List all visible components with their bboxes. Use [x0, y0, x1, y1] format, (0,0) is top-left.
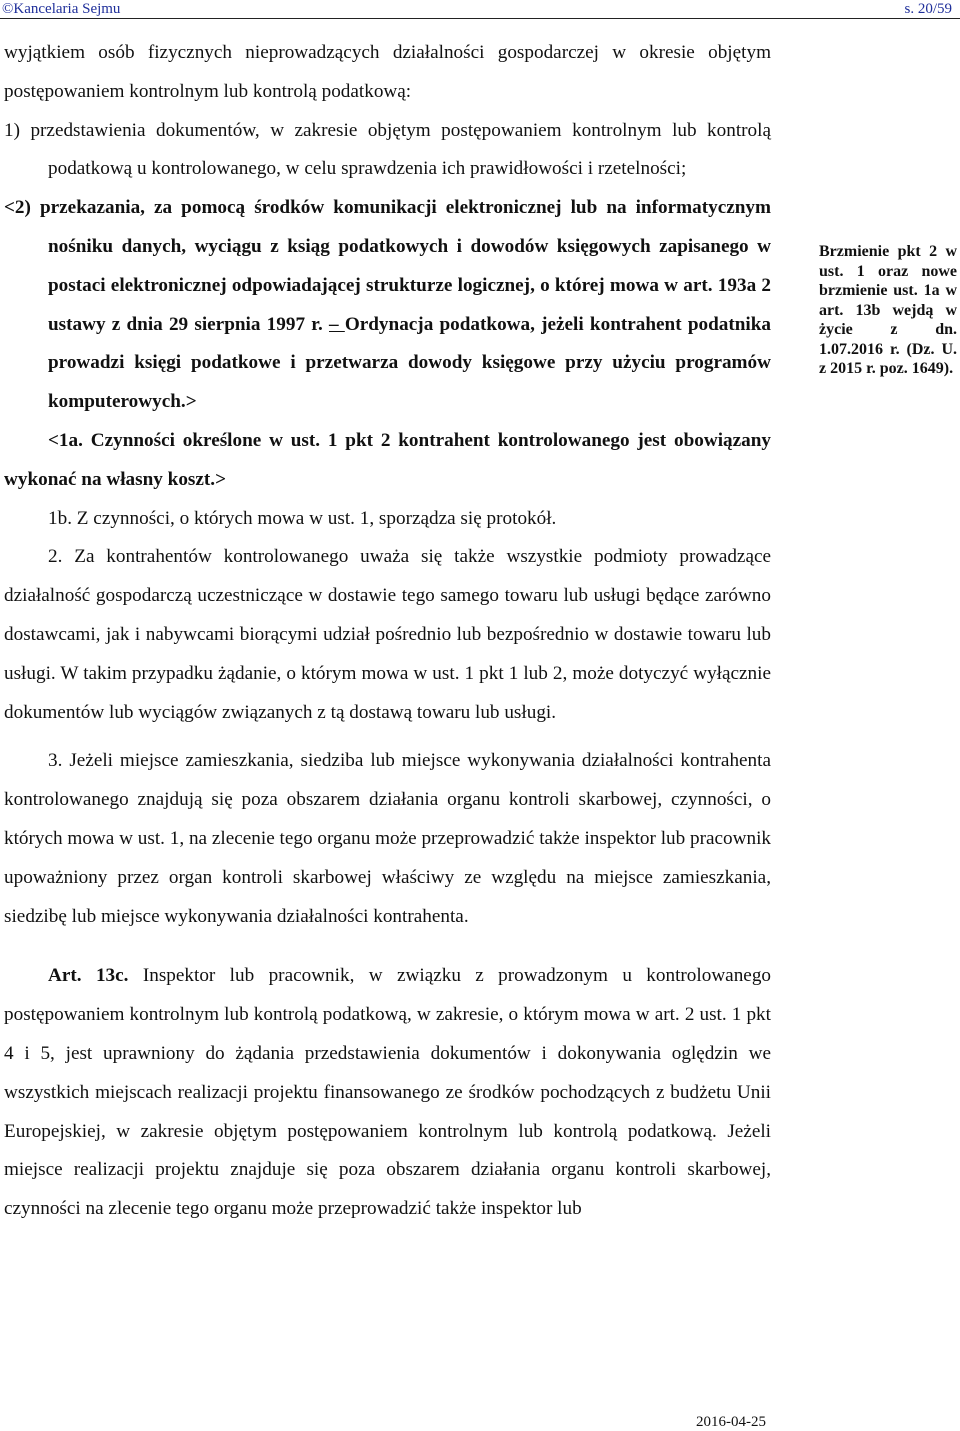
paragraph-1a: <1a. Czynności określone w ust. 1 pkt 2 kontrahent kontrolowanego jest obowiązany wykonać na własny koszt.> — [4, 429, 771, 490]
article-13c — [4, 957, 771, 1229]
paragraph-2: 2. Za kontrahentów kontrolowanego uważa się także wszystkie podmioty prowadzące działalność gospodarczą uczestniczące w dostawie tego samego towaru lub usługi będące zarówno dostawcami, jak i nabywcami biorącymi udział pośrednio lub bezpośrednio w dostawie towaru lub usługi. W takim przypadku żądanie, o którym mowa w ust. 1 pkt 1 lub 2, może dotyczyć wyłącznie dokumentów lub wyciągów związanych z tą dostawą towaru lub usługi. — [4, 546, 771, 723]
item2-text-d: Ordynacja podatkowa, jeżeli kontrahent podatnika prowadzi księgi podatkowe i przetwarza dowody księgowe przy użyciu programów komputerowych.> — [48, 313, 772, 413]
intro-paragraph: wyjątkiem osób fizycznych nieprowadzących działalności gospodarczej w okresie objętym postępowaniem kontrolnym lub kontrolą podatkową: — [4, 42, 771, 102]
footer-date: 2016-04-25 — [696, 1414, 766, 1430]
item2-text-a: <2) przekazania, za pomocą środków komunikacji elektronicznej lub na informatycznym nośniku danych, wyciągu z ksiąg podatkowych i dowodów księgowych zapisanego w postaci elektronicznej odpowiadającej strukturze logicznej, o której mowa w art. 193a — [4, 197, 771, 296]
header-rule — [0, 18, 960, 19]
item2-dash: – — [329, 313, 345, 335]
margin-note: Brzmienie pkt 2 w ust. 1 oraz nowe brzmienie ust. 1a w art. 13b wejdą w życie z dn. 1.07.2016 r. (Dz. U. z 2015 r. poz. 1649). — [819, 243, 957, 377]
page-header — [0, 0, 960, 18]
article-label: Art. 13c. — [48, 965, 129, 987]
list-item-1: 1) przedstawienia dokumentów, w zakresie objętym postępowaniem kontrolnym lub kontrolą podatkową u kontrolowanego, w celu sprawdzenia ich prawidłowości i rzetelności; — [4, 119, 771, 180]
page-number: s. 20/59 — [904, 1, 952, 17]
document-body — [4, 34, 771, 1229]
article-text: Inspektor lub pracownik, w związku z prowadzonym u kontrolowanego postępowaniem kontrolnym lub kontrolą podatkową, w zakresie, o którym mowa w art. 2 ust. 1 pkt 4 i 5, jest uprawniony do żądania przedstawienia dokumentów i dokonywania oględzin we wszystkich miejscach realizacji projektu finansowanego ze środków pochodzących z budżetu Unii Europejskiej, w zakresie objętym postępowaniem kontrolnym lub kontrolą podatkową. Jeżeli miejsce realizacji projektu znajduje się poza obszarem działania organu kontroli skarbowej, czynności na zlecenie tego organu może przeprowadzić także inspektor lub — [4, 965, 772, 1220]
list-item-2 — [4, 189, 771, 422]
paragraph-3: 3. Jeżeli miejsce zamieszkania, siedziba lub miejsce wykonywania działalności kontrahenta kontrolowanego znajdują się poza obszarem działania organu kontroli skarbowej, czynności, o których mowa w ust. 1, na zlecenie tego organu może przeprowadzić także inspektor lub pracownik upoważniony przez organ kontroli skarbowej właściwy ze względu na miejsce zamieszkania, siedzibę lub miejsce wykonywania działalności kontrahenta. — [4, 750, 771, 927]
item2-superscript-ref: 2 ustawy z dnia 29 sierpnia 1997 r. — [48, 274, 771, 335]
source-label: ©Kancelaria Sejmu — [2, 1, 121, 17]
paragraph-1b: 1b. Z czynności, o których mowa w ust. 1, sporządza się protokół. — [48, 507, 557, 529]
